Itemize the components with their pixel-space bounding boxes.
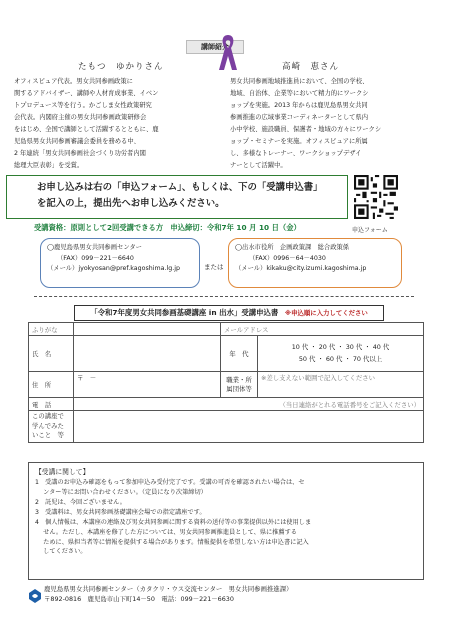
age-options[interactable] (258, 336, 424, 372)
name-label: 氏 名 (29, 336, 74, 372)
cut-line (34, 296, 414, 297)
eligibility-deadline: 受講資格：原則として2回受講できる方 申込締切：令和7年 10 月 10 日（金） (34, 223, 301, 232)
footer-org: 鹿児島県男女共同参画センター（カタクリ・ウス交流センター 男女共同参画推進課） (44, 585, 293, 593)
notice-item: してください。 (35, 548, 87, 556)
age-options-row-2: 50 代 ・ 60 代 ・ 70 代以上 (298, 354, 383, 363)
phone-note: （当日連絡がとれる電話番号をご記入ください） (279, 400, 420, 409)
contact-left-email[interactable]: （メール）jyokyosan@pref.kagoshima.lg.jp (47, 265, 180, 273)
phone-label: 電 話 (29, 398, 74, 411)
form-title-text: 「令和7年度男女共同参画基礎講座 in 出水」受講申込書 (90, 308, 279, 317)
address-field[interactable] (74, 372, 221, 398)
notice-item: 3 受講料は、男女共同参画基礎講座会場での指定講座です。 (35, 508, 206, 516)
profile-badge: 講師紹介 (186, 40, 244, 54)
or-label: または (204, 263, 224, 271)
want-to-learn-label: この講座で学んでみたいこと 等 (29, 411, 74, 443)
form-title (74, 305, 384, 321)
notice-box (28, 462, 424, 580)
contact-left-org: ◯鹿児島県男女共同参画センター (47, 244, 142, 251)
notice-item: せん。ただし、本講座を修了した方については、男女共同参画推進員として、県に推薦する (35, 528, 297, 536)
contact-left-fax: （FAX）099－221－6640 (57, 254, 134, 262)
want-to-learn-field[interactable] (74, 411, 424, 443)
furigana-field[interactable] (74, 323, 221, 336)
furigana-label: ふりがな (29, 323, 74, 336)
email-label: メールアドレス (224, 325, 269, 334)
notice-item: 4 個人情報は、本講座の連絡及び男女共同参画に関する資料の送付等の事業提供以外には使用しま (35, 518, 312, 526)
apply-line-1: お申し込みは右の「申込フォーム」、もしくは、下の「受講申込書」 (37, 182, 323, 193)
age-options-row-1: 10 代 ・ 20 代 ・ 30 代 ・ 40 代 (291, 342, 390, 351)
notice-title: 【受講に関して】 (35, 468, 90, 476)
job-note: ※差し支えない範囲で記入してください (261, 374, 375, 382)
email-field[interactable] (221, 323, 424, 336)
qr-code-icon[interactable] (354, 175, 398, 219)
speaker-left-name: たもつ ゆかりさん (78, 62, 164, 72)
contact-right-fax: （FAX）0996－64－4030 (249, 254, 326, 262)
notice-item: 2 託児は、今回ございません。 (35, 498, 126, 506)
job-field[interactable] (258, 372, 424, 398)
application-instructions-box (6, 175, 348, 219)
notice-item: ンター等にお問い合わせください。（定員になり次第締切） (35, 488, 207, 496)
form-title-note: ※申込順に入力してください (284, 309, 368, 317)
contact-right-email[interactable]: （メール）kikaku@city.izumi.kagoshima.jp (235, 265, 367, 273)
speaker-left-bio: オフィスピュア代表。男女共同参画政策に 関するアドバイザー、講師や人材育成事業、イベン トプロデュース等を行う。かごしま女性政策研究 会代表。内閣府主催の男女共同参画政策研修会 をはじめ、全国で講師として活躍するとともに、鹿 児島県男女共同参画審議会委員を務める中、 2 年連続「男女共同参画社会づくり功労者内閣 総理大臣表彰」を受賞。 (14, 78, 159, 169)
name-field[interactable] (74, 336, 221, 372)
application-form-table (28, 322, 424, 443)
speaker-right-bio: 男女共同参画地域推進員において、全国の学校、 地域、自治体、企業等において精力的にワークシ ョップを実施。2013 年からは鹿児島県男女共同 参画推進の広域事業コーディネーターとして県内 小中学校、施設職員、保護者・地域の方々にワークシ ョップ・セミナーを実施。オフィスピュアに所属 し、多様なトレーナー、ワークショップデザイ ナーとして活躍中。 (230, 78, 382, 169)
footer-address: 〒892-0816 鹿児島市山下町14－50 電話：099－221－6630 (44, 594, 234, 603)
qr-label: 申込フォーム (352, 227, 388, 234)
phone-field[interactable] (74, 398, 424, 411)
footer (28, 585, 424, 605)
apply-line-2: を記入の上，提出先へお申し込みください。 (37, 198, 225, 210)
contact-card-city (228, 238, 402, 288)
speaker-right-name: 高崎 恵さん (282, 62, 340, 72)
postal-mark: 〒 － (77, 374, 97, 382)
contact-card-center (40, 238, 200, 288)
awareness-ribbon-icon (216, 32, 240, 72)
contact-right-org: ◯出水市役所 企画政策課 総合政策係 (235, 244, 350, 251)
notice-item: ために、県担当者等に情報を提供する場合があります。情報提供を希望しない方は申込書に記入 (35, 538, 309, 546)
age-label: 年 代 (221, 336, 258, 372)
address-label: 住 所 (29, 372, 74, 398)
notice-item: 1 受講のお申込み確認をもって参加申込み受付完了です。受講の可否を確認されたい場合は、セ (35, 479, 305, 486)
job-label: 職業・所属団体等 (221, 372, 258, 398)
